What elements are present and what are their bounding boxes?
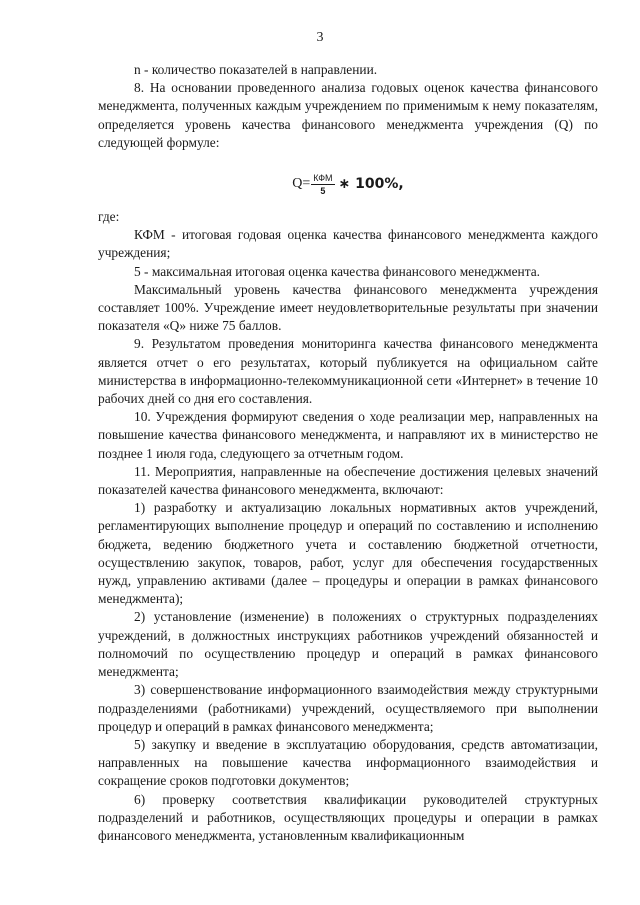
- formula-lhs: Q=: [292, 175, 311, 191]
- paragraph-n-definition: n - количество показателей в направлении.: [134, 62, 378, 77]
- formula-denominator: 5: [320, 185, 326, 196]
- page-number: 3: [316, 30, 324, 45]
- list-item-2: 2) установление (изменение) в положениях о структурных подразделениях учреждений, в должностных инструкциях работников учреждений обязанностей и полномочий по осуществлению процедур и операций в рамках финансового менеджмента;: [98, 609, 598, 680]
- paragraph-10: 10. Учреждения формируют сведения о ходе реализации мер, направленных на повышение качества финансового менеджмента, и направляют их в министерство не позднее 1 июля года, следующего за отчетным годом.: [98, 409, 598, 461]
- definition-5: 5 - максимальная итоговая оценка качества финансового менеджмента.: [134, 263, 540, 279]
- formula-rhs: ∗ 100%,: [338, 175, 404, 192]
- paragraph-9: 9. Результатом проведения мониторинга качества финансового менеджмента является отчет о его результатах, который публикуется на официальном сайте министерства в информационно-телекоммуникационной сети «Интернет» в течение 10 рабочих дней со дня его составления.: [98, 336, 598, 407]
- list-item-5: 5) закупку и введение в эксплуатацию оборудования, средств автоматизации, направленных на повышение качества информационного взаимодействия и сокращение сроков подготовки документов;: [98, 736, 598, 789]
- document-body: [98, 61, 598, 845]
- where-label: где:: [98, 209, 120, 225]
- formula-numerator: КФМ: [313, 172, 333, 183]
- list-item-6: 6) проверку соответствия квалификации руководителей структурных подразделений и работников, осуществляющих процедуры и операции в рамках финансового менеджмента, установленным квалификационным: [98, 791, 598, 843]
- quality-formula: [98, 164, 598, 204]
- list-item-3: 3) совершенствование информационного взаимодействия между структурными подразделениями (работниками) учреждений, осуществляемого при выполнении процедур и операций в рамках финансового менеджмента;: [98, 682, 598, 734]
- formula-fraction: [311, 173, 334, 196]
- list-item-1: 1) разработку и актуализацию локальных нормативных актов учреждений, регламентирующих выполнение процедур и операций по составлению и исполнению бюджета, ведению бюджетного учета и составлению бюджетной отчетности, осуществлению закупок, товаров, работ, услуг для обеспечения государственных нужд, управлению активами (далее – процедуры и операции в рамках финансового менеджмента);: [98, 500, 598, 607]
- paragraph-11: 11. Мероприятия, направленные на обеспечение достижения целевых значений показателей качества финансового менеджмента, включают:: [98, 463, 598, 498]
- definition-kfm: КФМ - итоговая годовая оценка качества финансового менеджмента каждого учреждения;: [98, 227, 598, 261]
- paragraph-8: 8. На основании проведенного анализа годовых оценок качества финансового менеджмента, полученных каждым учреждением по применимым к нему показателям, определяется уровень качества финансового менеджмента учреждения (Q) по следующей формуле:: [98, 80, 598, 150]
- paragraph-max-level: Максимальный уровень качества финансового менеджмента учреждения составляет 100%. Учреждение имеет неудовлетворительные результаты при значении показателя «Q» ниже 75 баллов.: [98, 281, 598, 334]
